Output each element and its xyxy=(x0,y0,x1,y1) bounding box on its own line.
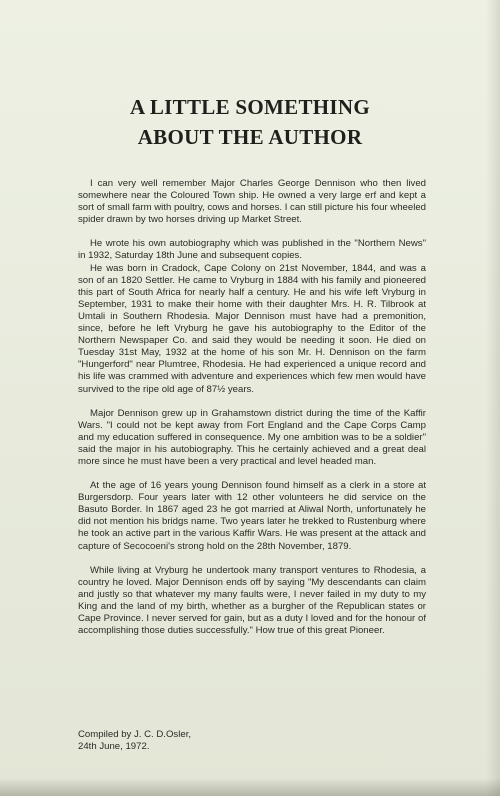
paragraph-5: At the age of 16 years young Dennison found himself as a clerk in a store at Burgersdorp. Four years later with 12 other volunteers he did service on the Basuto Border. In 1867 aged 23 he got married at Aliwal North, unfortunately he did not mention his bridgs name. Two years later he trekked to Rustenburg where he took an active part in the various Kaffir Wars. He was present at the attack and capture of Secocoeni's strong hold on the 28th November, 1879. xyxy=(78,480,426,552)
paragraph-1: I can very well remember Major Charles George Dennison who then lived somewhere near the Coloured Town ship. He owned a very large erf and kept a sort of small farm with poultry, cows and horses. I can still picture his four wheeled spider drawn by two horses driving up Market Street. xyxy=(78,178,427,226)
date-line: 24th June, 1972. xyxy=(78,741,150,753)
page-bottom-shadow xyxy=(0,778,500,796)
page-title xyxy=(0,92,500,152)
paragraph-3: He was born in Cradock, Cape Colony on 21st November, 1844, and was a son of an 1820 Settler. He came to Vryburg in 1884 with his family and pioneered this part of South Africa for nearly half a century. He and his wife left Vryburg in September, 1931 to make their home with their daughter Mrs. H. R. Tilbrook at Umtali in Southern Rhodesia. Major Dennison must have had a premonition, since, before he left Vryburg he gave his autobiography to the Editor of the Northern Newspaper Co. and said they would be needing it soon. He died on Tuesday 31st May, 1932 at the home of his son Mr. H. Dennison on the farm "Hungerford" near Plumtree, Rhodesia. He had experienced a unique record and his life was crammed with adventure and experiences which few men would have survived to the ripe old age of 87½ years. xyxy=(78,262,426,395)
paragraph-4: Major Dennison grew up in Grahamstown district during the time of the Kaffir Wars. "I could not be kept away from Fort England and the Cape Corps Camp and my education suffered in consequence. My one ambition was to be a soldier" said the major in his autobiography. This he certainly achieved and a great deal more since he must have been a very practical and level headed man. xyxy=(78,407,426,467)
paragraph-6: While living at Vryburg he undertook many transport ventures to Rhodesia, a country he loved. Major Dennison ends off by saying "My descendants can claim and justly so that whatever my many faults were, I never failed in my duty to my King and the land of my birth, whether as a burgher of the Republican states or Cape Province. I never served for gain, but as a duty I loved and for the honour of accomplishing those duties successfully." How true of this great Pioneer. xyxy=(78,564,426,637)
title-line-1: A LITTLE SOMETHING xyxy=(130,95,370,119)
title-line-2: ABOUT THE AUTHOR xyxy=(137,125,363,149)
signature-block xyxy=(78,729,378,753)
article-body xyxy=(78,178,426,637)
compiled-by-line: Compiled by J. C. D.Osler, xyxy=(78,729,192,740)
page-edge-shadow xyxy=(486,0,500,796)
paragraph-2: He wrote his own autobiography which was published in the "Northern News" in 1932, Saturday 18th June and subsequent copies. xyxy=(78,238,426,262)
